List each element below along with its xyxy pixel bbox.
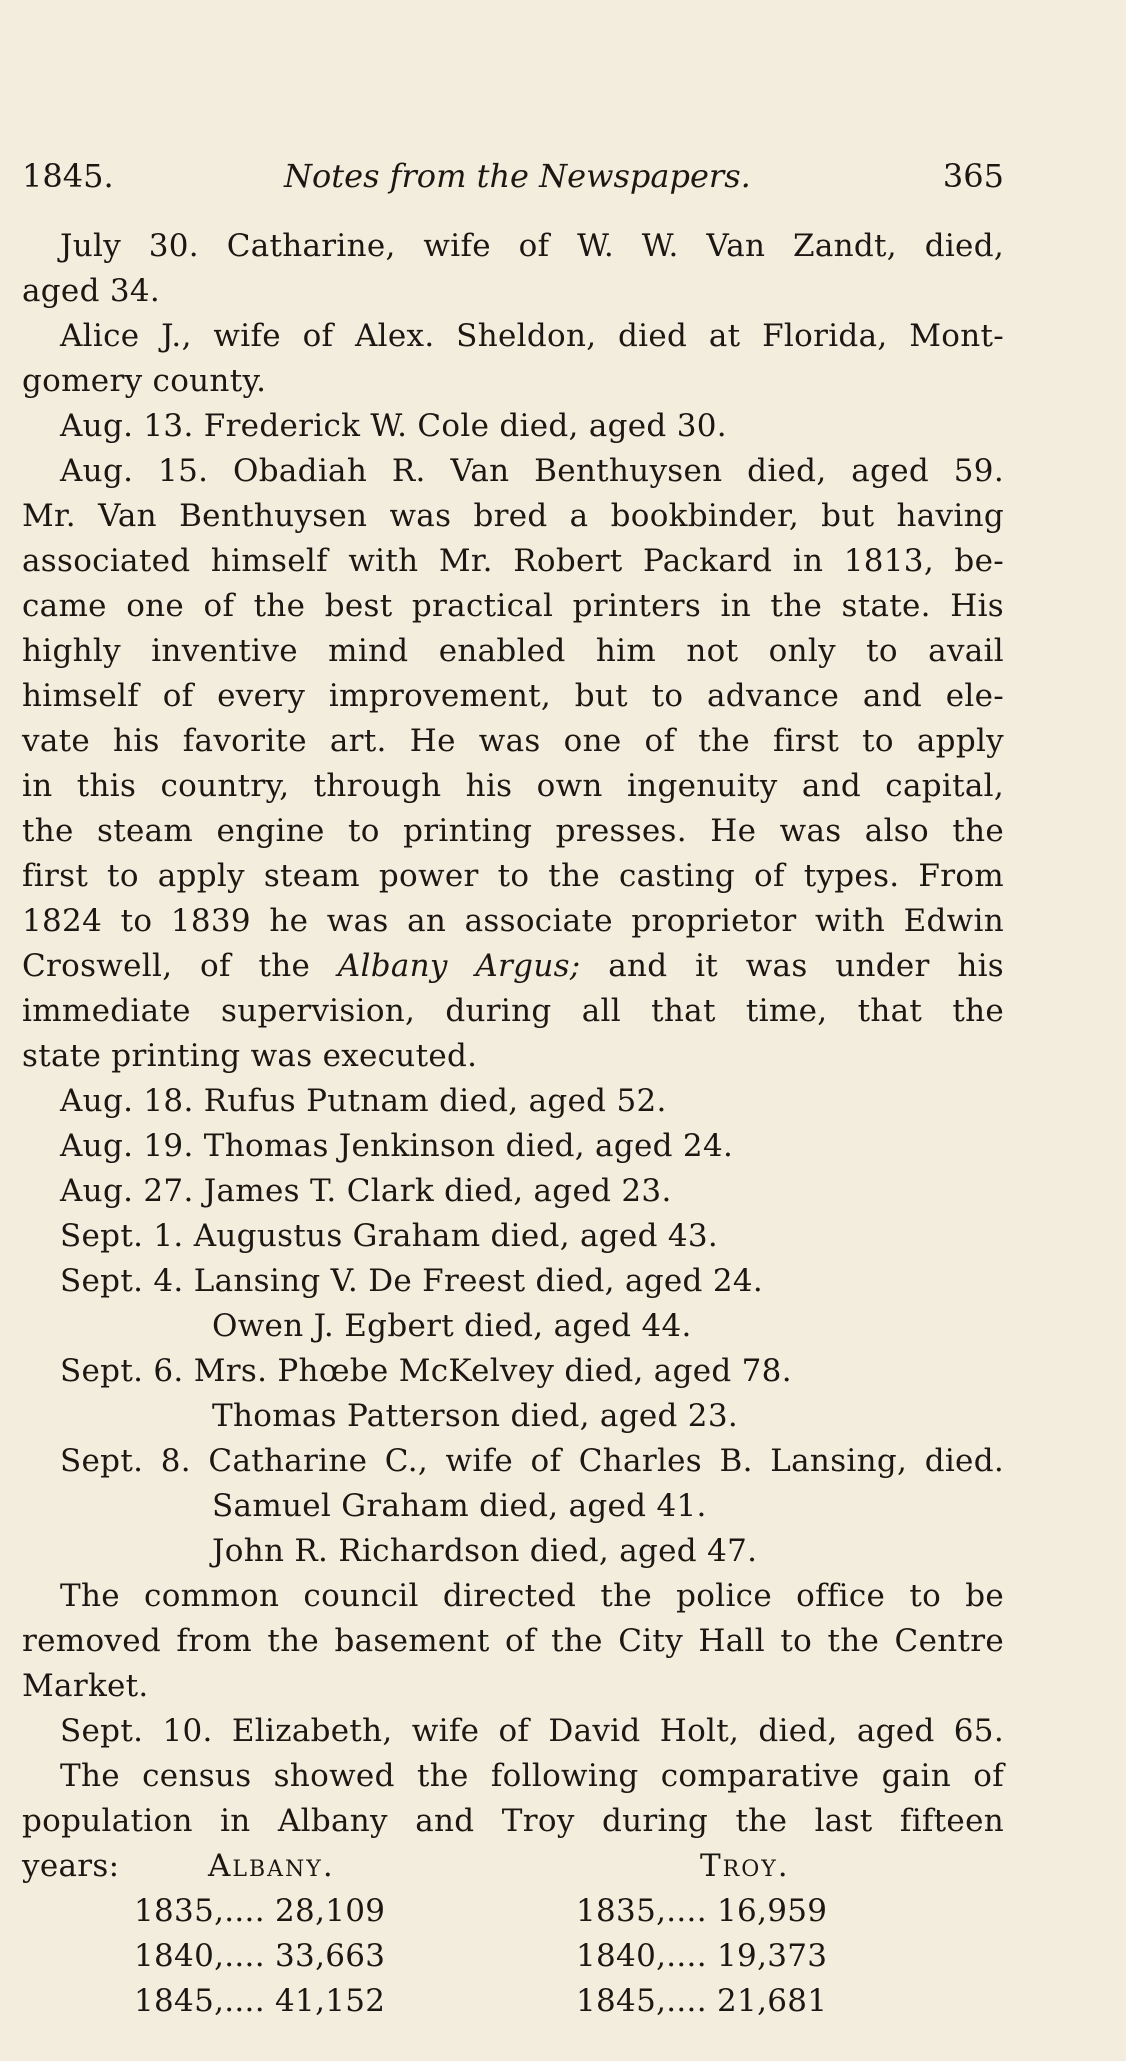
census-row <box>22 1979 1004 2024</box>
albany-cell: 1835,.... 28,109 <box>134 1893 386 1929</box>
text-line: immediate supervision, during all that time, that the <box>22 993 1004 1029</box>
text-line: population in Albany and Troy during the last fifteen <box>22 1803 1004 1839</box>
text-line: Thomas Patterson died, aged 23. <box>212 1398 738 1434</box>
albany-cell: 1840,.... 33,663 <box>134 1938 386 1974</box>
header-year: 1845. <box>22 157 114 195</box>
text-line: first to apply steam power to the casting of types. From <box>22 858 1004 894</box>
text-line: Sept. 6. Mrs. Phœbe McKelvey died, aged 78. <box>60 1353 792 1389</box>
text-line: Mr. Van Benthuysen was bred a bookbinder, but having <box>22 498 1004 534</box>
text-line: Aug. 15. Obadiah R. Van Benthuysen died, aged 59. <box>60 453 1004 489</box>
albany-cell: 1845,.... 41,152 <box>134 1983 386 2019</box>
text-line: Owen J. Egbert died, aged 44. <box>212 1308 692 1344</box>
text-line: Sept. 4. Lansing V. De Freest died, aged 24. <box>60 1263 764 1299</box>
text-line: 1824 to 1839 he was an associate proprietor with Edwin <box>22 903 1004 939</box>
text-line: Sept. 10. Elizabeth, wife of David Holt, died, aged 65. <box>60 1713 1004 1749</box>
troy-cell: 1835,.... 16,959 <box>576 1893 828 1929</box>
text-line: Aug. 13. Frederick W. Cole died, aged 30. <box>60 408 727 444</box>
text-line: Alice J., wife of Alex. Sheldon, died at Florida, Mont- <box>60 318 1004 354</box>
text-line: in this country, through his own ingenuity and capital, <box>22 768 1004 804</box>
troy-cell: 1845,.... 21,681 <box>576 1983 828 2019</box>
troy-cell: 1840,.... 19,373 <box>576 1938 828 1974</box>
text-line: Aug. 18. Rufus Putnam died, aged 52. <box>60 1083 667 1119</box>
text-line: The census showed the following comparative gain of <box>60 1758 1004 1794</box>
text-line: Sept. 1. Augustus Graham died, aged 43. <box>60 1218 719 1254</box>
header-title: Notes from the Newspapers. <box>284 157 751 195</box>
text-line: Sept. 8. Catharine C., wife of Charles B. Lansing, died. <box>60 1443 1004 1479</box>
text-line: Aug. 27. James T. Clark died, aged 23. <box>60 1173 672 1209</box>
text-line: gomery county. <box>22 363 267 399</box>
text-line: aged 34. <box>22 273 161 309</box>
text-line: July 30. Catharine, wife of W. W. Van Zandt, died, <box>60 228 1004 264</box>
text-line: himself of every improvement, but to advance and ele- <box>22 678 1004 714</box>
page-body <box>22 224 1004 2024</box>
census-row <box>22 1889 1004 1934</box>
text-line: years: <box>22 1848 120 1884</box>
text-line: Market. <box>22 1668 149 1704</box>
text-fragment: Croswell, of the <box>22 948 311 984</box>
troy-column-label: Troy. <box>700 1848 790 1884</box>
text-line: Aug. 19. Thomas Jenkinson died, aged 24. <box>60 1128 734 1164</box>
text-line: The common council directed the police office to be <box>60 1578 1004 1614</box>
census-row <box>22 1934 1004 1979</box>
text-line: came one of the best practical printers in the state. His <box>22 588 1004 624</box>
text-line: associated himself with Mr. Robert Packard in 1813, be- <box>22 543 1004 579</box>
text-line: vate his favorite art. He was one of the first to apply <box>22 723 1004 759</box>
albany-column-label: Albany. <box>208 1848 335 1884</box>
text-line: removed from the basement of the City Hall to the Centre <box>22 1623 1004 1659</box>
census-header-row <box>22 1844 1004 1889</box>
text-line <box>22 944 1004 989</box>
newspaper-title: Albany Argus; <box>337 948 581 984</box>
text-line: state printing was executed. <box>22 1038 478 1074</box>
text-line: Samuel Graham died, aged 41. <box>212 1488 707 1524</box>
text-fragment: and it was under his <box>608 948 1005 984</box>
text-line: the steam engine to printing presses. He was also the <box>22 813 1004 849</box>
text-line: John R. Richardson died, aged 47. <box>212 1533 758 1569</box>
text-line: highly inventive mind enabled him not only to avail <box>22 633 1004 669</box>
page-number: 365 <box>942 157 1004 195</box>
